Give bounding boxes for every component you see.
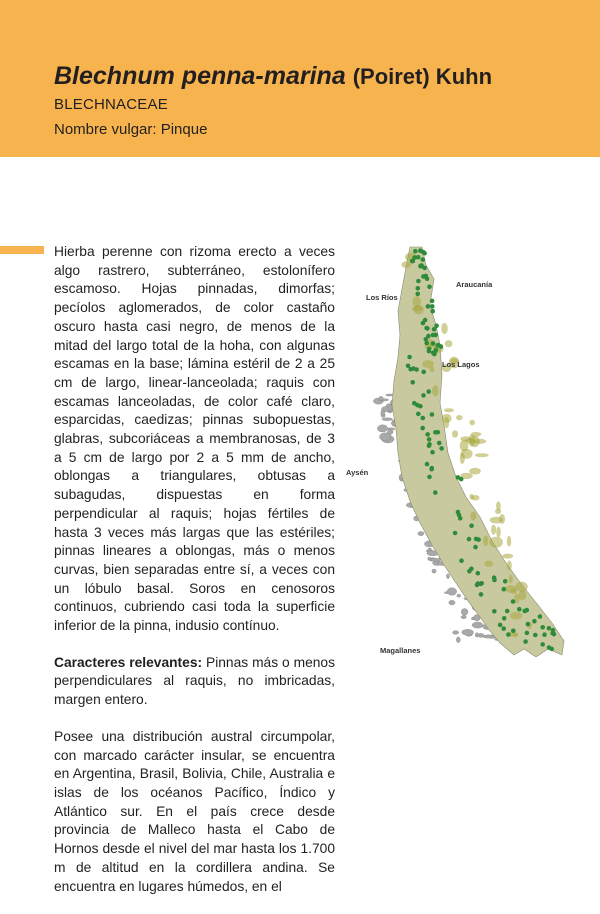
island-shape [461,615,466,618]
record-dot [506,632,511,637]
record-dot [430,412,435,417]
range-patch [469,468,481,475]
range-patch [509,575,513,584]
island-shape [387,430,393,435]
island-shape [456,637,460,643]
range-patch [470,494,474,500]
record-dot [437,441,442,446]
record-dot [416,255,421,260]
island-shape [418,532,424,536]
scientific-name: Blechnum penna-marina [54,62,346,90]
range-patch [441,323,447,334]
record-dot [532,619,537,624]
common-name: Nombre vulgar: Pinque [54,121,208,138]
island-shape [462,629,474,635]
range-patch [475,453,489,457]
island-shape [449,600,455,605]
range-patch [510,612,522,619]
range-patch [460,453,465,464]
range-patch [469,420,475,425]
record-dot [407,355,412,360]
record-dot [549,647,554,652]
record-dot [426,389,431,394]
range-patch [401,261,411,268]
record-dot [469,567,474,572]
record-dot [421,416,426,421]
record-dot [427,437,432,442]
record-dot [430,450,435,455]
record-dot [479,592,484,597]
island-shape [472,622,483,628]
relevant-label: Caracteres relevantes: [54,654,203,670]
section-marker [0,246,44,254]
region-label-aysen: Aysén [346,468,369,477]
record-dot [540,625,545,630]
distribution-paragraph: Posee una distribución austral circumpolar, con marcado carácter insular, se encuentra en Argentina, Brasil, Bolivia, Chile, Australia e islas de los océanos Pacífico, Índico y Atlántico sur. En el país crece desde provincia de Malleco hasta el Cabo de Hornos desde el nivel del mar hasta los 1.700 m de altitud en la cordillera andina. Se encuentra en lugares húmedos, en el [54,728,335,894]
island-shape [377,425,387,432]
record-dot [424,326,429,331]
range-patch [513,633,518,637]
record-dot [476,571,481,576]
region-label-los-lagos: Los Lagos [442,360,480,369]
page-header [0,0,600,157]
record-dot [538,614,543,619]
record-dot [424,341,429,346]
record-dot [459,477,464,482]
range-patch [516,582,528,592]
record-dot [540,642,545,647]
range-patch [470,512,476,521]
record-dot [457,513,462,518]
record-dot [420,426,425,431]
family-name: BLECHNACEAE [54,96,168,113]
region-label-araucania: Araucanía [456,280,493,289]
island-shape [381,410,385,416]
record-dot [421,257,426,262]
island-shape [431,558,441,561]
island-shape [432,569,436,573]
record-dot [431,341,436,346]
island-shape [461,609,468,616]
record-dot [523,639,528,644]
island-shape [453,631,459,635]
record-dot [430,304,435,309]
record-dot [427,349,432,354]
range-patch [484,561,493,567]
record-dot [425,276,430,281]
record-dot [430,309,435,314]
record-dot [435,343,440,348]
record-dot [413,249,418,254]
record-dot [420,264,425,269]
record-dot [469,523,474,528]
range-patch [470,436,480,447]
record-dot [517,607,522,612]
range-patch [444,408,454,412]
island-shape [379,396,383,400]
record-dot [526,622,531,627]
record-dot [427,285,432,290]
record-dot [433,490,438,495]
range-patch [471,432,482,437]
record-dot [511,599,516,604]
record-dot [426,334,431,339]
record-dot [427,475,432,480]
species-title [54,62,492,91]
relevant-paragraph [54,654,335,710]
record-dot [421,393,426,398]
range-patch [483,536,488,547]
range-patch [490,517,503,524]
record-dot [426,304,431,309]
record-dot [414,367,419,372]
record-dot [505,609,510,614]
island-shape [446,574,449,579]
record-dot [503,579,508,584]
record-dot [427,442,432,447]
range-patch [507,536,511,547]
record-dot [473,545,478,550]
island-shape [428,557,431,560]
record-dot [421,370,426,375]
record-dot [502,587,507,592]
range-patch [507,561,512,571]
record-dot [453,531,458,536]
record-dot [459,558,464,563]
record-dot [430,299,435,304]
species-author: (Poiret) Kuhn [352,64,493,89]
record-dot [439,446,444,451]
record-dot [511,629,516,634]
record-dot [551,628,556,633]
record-dot [421,250,426,255]
region-label-magallanes: Magallanes [380,646,421,655]
record-dot [492,609,497,614]
relevant-text: Pinnas más o menos perpendiculares al raquis, no imbricadas, margen entero. [54,654,335,708]
record-dot [498,623,503,628]
record-dot [533,633,538,638]
record-dot [467,537,472,542]
range-patch [432,385,439,396]
description-paragraph: Hierba perenne con rizoma erecto a veces algo rastrero, subterráneo, estolonífero escamoso. Hojas pinnadas, dimorfas; pecíolos aglomerados, de color castaño oscuro hasta casi negro, de menos de la mitad del largo total de la hoha, con algunas escamas en la base; lámina estéril de 2 a 25 cm de largo, linear-lanceolada; raquis con escamas lanceoladas, de color café claro, esparcidas, caedizas; pinnas subopuestas, glabras, subcoriáceas a membranosas, de 3 a 5 cm de largo por 2 a 5 mm de ancho, oblongas a triangulares, obtusas a subagudas, dispuestas en forma perpendicular al raquis; hojas fértiles de hasta 3 veces más largas que las estériles; pinnas lineares a oblongas, más o menos curvas, bien separadas entre sí, a veces con un lóbulo basal. Soros en cenosoros continuos, cubriendo casi toda la superficie inferior de la pinna, indusio contínuo. [54,244,335,634]
record-dot [431,333,436,338]
record-dot [416,412,421,417]
island-shape [447,588,457,596]
record-dot [542,632,547,637]
record-dot [522,609,527,614]
island-shape [382,418,393,421]
species-text [54,243,335,914]
range-patch [422,360,434,368]
distribution-map [340,245,595,685]
range-patch [452,430,458,437]
range-patch [491,525,496,535]
range-patch [445,340,453,347]
record-dot [416,286,421,291]
record-dot [501,626,506,631]
record-dot [423,318,428,323]
record-dot [525,631,530,636]
record-dot [547,626,552,631]
region-label-los-rios: Los Ríos [366,293,398,302]
range-patch [496,527,501,538]
record-dot [416,279,421,284]
range-patch [444,417,449,428]
record-dot [425,432,430,437]
record-dot [425,462,430,467]
range-patch [456,415,462,420]
record-dot [474,537,479,542]
record-dot [492,578,497,583]
record-dot [406,364,411,369]
range-patch [496,501,501,510]
record-dot [412,401,417,406]
range-patch [505,585,517,592]
record-dot [432,327,437,332]
record-dot [411,259,416,264]
record-dot [479,581,484,586]
record-dot [410,380,415,385]
island-shape [457,594,461,597]
range-patch [489,537,503,548]
record-dot [415,292,420,297]
record-dot [432,351,437,356]
range-patch [412,306,423,311]
range-patch [502,554,513,559]
record-dot [430,466,435,471]
record-dot [502,616,507,621]
island-shape [386,394,394,396]
record-dot [436,430,441,435]
